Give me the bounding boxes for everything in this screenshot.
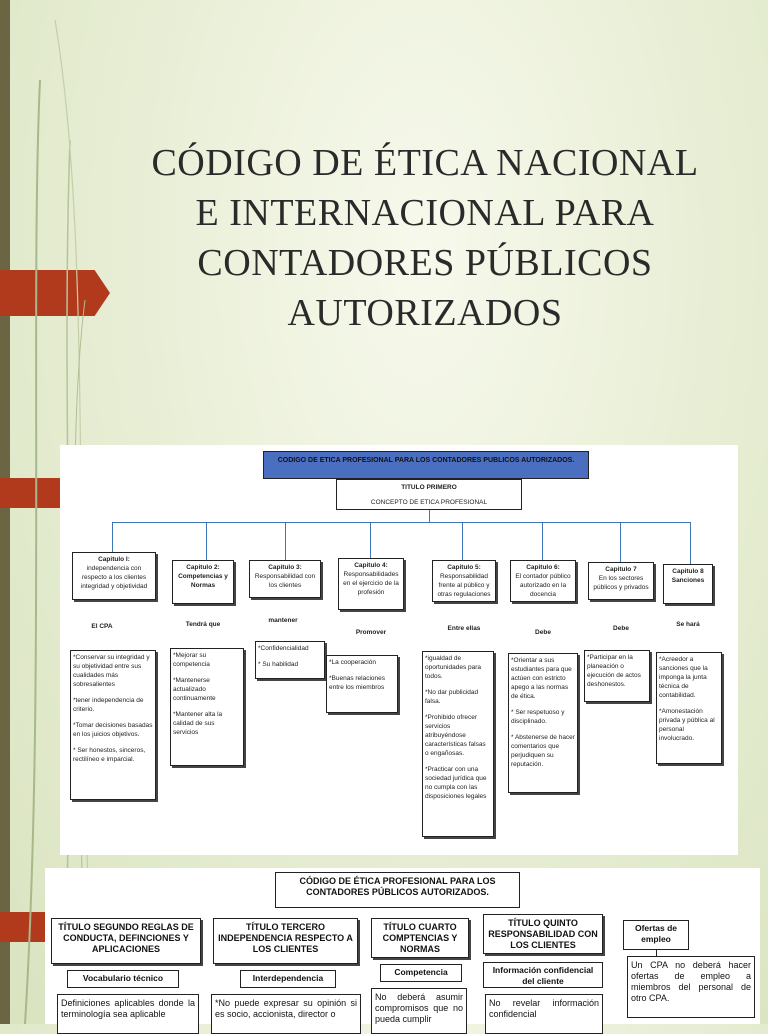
detail-item: *Acreedor a sanciones que la imponga la junta técnica de contabilidad. [659,656,708,699]
org-chart-panel-1 [60,445,738,855]
title-line-2: E INTERNACIONAL PARA [195,192,655,234]
chart1-drop-line [620,522,621,562]
chart1-header: CODIGO DE ETICA PROFESIONAL PARA LOS CONTADORES PUBLICOS AUTORIZADOS. [263,451,589,479]
chapter-details-box [584,650,650,702]
chapter-connector-label: Tendrá que [185,621,221,628]
chapter-text: Sanciones [671,577,705,584]
slide-title [130,138,720,338]
chart1-trunk-line [429,510,430,522]
chapter-box [72,552,156,600]
title-line-4: AUTORIZADOS [287,292,563,334]
chapter-box [510,560,576,602]
chart1-subheader-text: CONCEPTO DE ETICA PROFESIONAL [370,499,488,506]
chapter-text: Responsabilidades en el ejercicio de la profesión [343,571,399,596]
detail-item: *Practicar con una sociedad jurídica que no cumpla con las disposiciones legales [425,766,487,800]
chapter-details-box [255,641,325,679]
chapter-details-box [422,651,494,837]
column-text-box: Un CPA no deberá hacer ofertas de empleo a miembros del personal de otro CPA. [627,956,755,1018]
chapter-text: independencia con respecto a los clientes integridad y objetividad [80,565,148,590]
detail-item: *Participar en la planeación o ejecución de actos deshonestos. [587,654,641,688]
detail-item: *Mantener alta la calidad de sus servicios [173,711,223,736]
chapter-box [663,564,713,604]
chapter-box [588,562,654,600]
chart1-drop-line [285,522,286,560]
column-label-box: Vocabulario técnico [67,970,179,988]
chart1-drop-line [370,522,371,558]
title-line-1: CÓDIGO DE ÉTICA NACIONAL [151,142,699,184]
chapter-connector-label: Debe [613,625,629,632]
chapter-box [249,560,321,598]
detail-item: *igualdad de oportunidades para todos. [425,655,482,680]
chapter-title: Capitulo 6: [526,564,560,571]
chapter-details-box [70,650,156,800]
column-title-box: TÍTULO SEGUNDO REGLAS DE CONDUCTA, DEFINCIONES Y APLICACIONES [51,918,201,964]
chapter-text: Competencias y Normas [178,573,228,589]
detail-item: *No dar publicidad falsa. [425,689,479,705]
detail-item: *tener independencia de criterio. [73,697,144,713]
chapter-text: Responsabilidad frente al público y otras regulaciones [437,573,491,598]
chart1-drop-line [690,522,691,564]
detail-item: *Prohibido ofrecer servicios atribuyéndose características falsas o engañosas. [425,714,486,757]
column-text-box: *No puede expresar su opinión si es socio, accionista, director o [211,994,361,1034]
detail-item: * Ser honestos, sinceros, rectilíneo e imparcial. [73,747,146,763]
detail-item: *Confidencialidad [258,645,309,652]
chart1-drop-line [206,522,207,560]
chapter-box [172,560,234,604]
chapter-details-box [656,652,722,764]
chart1-branch-line [112,522,690,523]
column-text-box: No deberá asumir compromisos que no pueda cumplir [371,988,467,1034]
column-text-box: No revelar información confidencial [485,994,603,1034]
detail-item: *Tomar decisiones basadas en los juicios objetivos. [73,722,153,738]
detail-item: *Mantenerse actualizado continuamente [173,677,216,702]
detail-item: *Mejorar su competencia [173,652,210,668]
chapter-connector-label: El CPA [91,623,113,630]
chart1-subheader [336,479,522,510]
chapter-details-box [326,655,398,713]
org-chart-panel-2 [45,868,760,1024]
detail-item: * Ser respetuoso y disciplinado. [511,709,565,725]
column-label-box: Información confidencial del cliente [483,962,603,988]
detail-item: *Orientar a sus estudiantes para que actúen con estricto apego a las normas de ética. [511,657,572,700]
chapter-box [338,558,404,610]
chart2-header: CÓDIGO DE ÉTICA PROFESIONAL PARA LOS CONTADORES PÚBLICOS AUTORIZADOS. [275,872,520,908]
chart1-drop-line [542,522,543,560]
column-title-box: TÍTULO TERCERO INDEPENDENCIA RESPECTO A LOS CLIENTES [213,918,358,964]
chapter-connector-label: Debe [535,629,551,636]
detail-item: *Conservar su integridad y su objetividad entre sus cualidades más sobresalientes [73,654,150,688]
column-title-box: TÍTULO QUINTO RESPONSABILIDAD CON LOS CLIENTES [483,914,603,954]
chart1-drop-line [112,522,113,552]
chapter-title: Capitulo 2: [186,564,220,571]
chapter-text: En los sectores públicos y privados [593,575,649,591]
chapter-details-box [170,648,244,766]
chapter-details-box [508,653,578,793]
column-text-box: Definiciones aplicables donde la terminología sea aplicable [57,994,199,1034]
title-line-3: CONTADORES PÚBLICOS [197,242,653,284]
detail-item: * Su habilidad [258,661,299,668]
chapter-title: Capitulo 7 [605,566,637,573]
chapter-box [432,560,496,602]
chart1-drop-line [462,522,463,560]
detail-item: *Amonestación privada y pública al personal involucrado. [659,708,715,742]
chapter-connector-label: Se hará [676,621,700,628]
chapter-title: Capitulo 8 [672,568,704,575]
chapter-title: Capitulo 5: [447,564,481,571]
column-label-box: Interdependencia [240,970,336,988]
column-title-box: TÍTULO CUARTO COMPTENCIAS Y NORMAS [371,918,469,958]
chapter-connector-label: Promover [355,629,387,636]
chapter-title: Capitulo I: [98,556,130,563]
column-label-box: Competencia [380,964,462,982]
chapter-connector-label: Entre ellas [447,625,481,632]
chapter-text: El contador público autorizado en la docencia [515,573,571,598]
chart1-subheader-title: TITULO PRIMERO [401,484,457,491]
column-title-box: Ofertas de empleo [623,920,689,950]
detail-item: *La cooperación [329,659,376,666]
chapter-title: Capitulo 3: [268,564,302,571]
chapter-connector-label: mantener [268,617,298,624]
detail-item: *Buenas relaciones entre los miembros [329,675,386,691]
detail-item: * Abstenerse de hacer comentarios que perjudiquen su reputación. [511,734,575,768]
chapter-text: Responsabilidad con los clientes [254,573,316,589]
chapter-title: Capitulo 4: [354,562,388,569]
